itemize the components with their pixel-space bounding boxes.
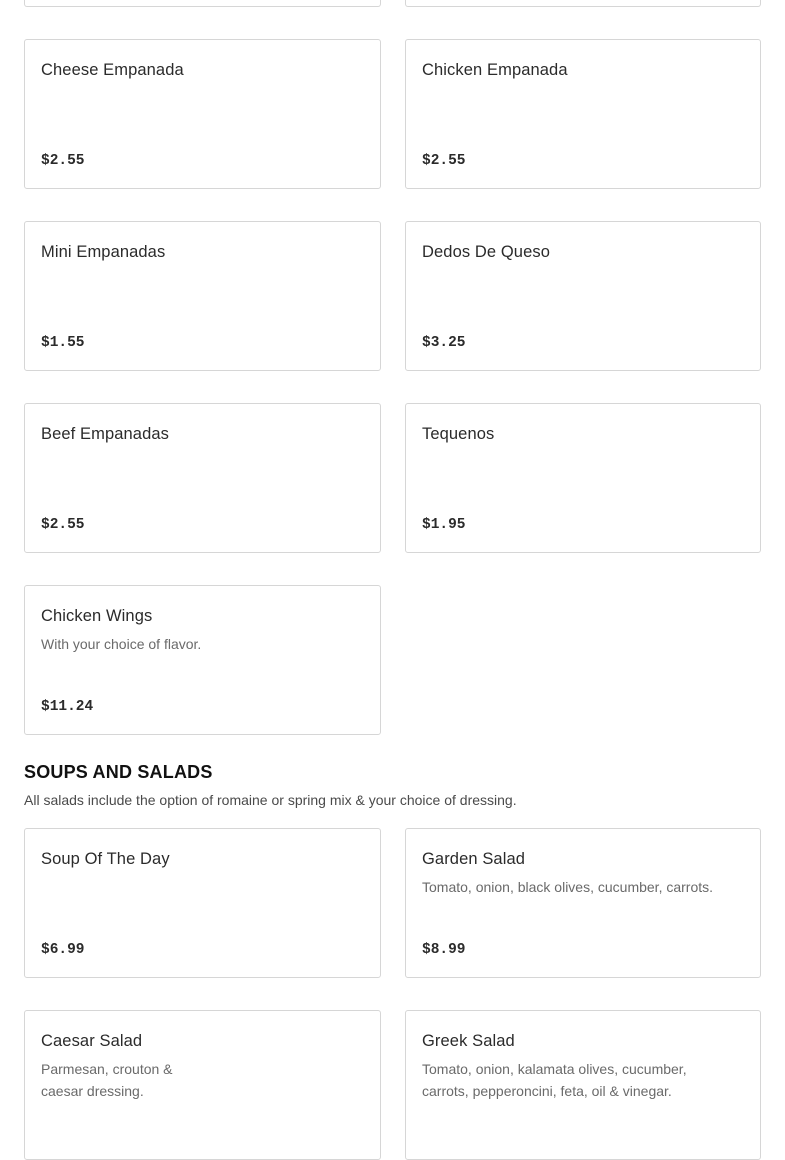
- menu-item-name: Greek Salad: [422, 1032, 515, 1050]
- menu-item-card[interactable]: [24, 585, 381, 735]
- menu-item-name: Tequenos: [422, 425, 495, 443]
- menu-item-description: With your choice of flavor.: [41, 636, 202, 652]
- menu-item-description: Tomato, onion, black olives, cucumber, carrots.: [422, 879, 714, 895]
- menu-item-card-partial[interactable]: [405, 0, 761, 7]
- menu-item-card[interactable]: [24, 828, 381, 978]
- menu-item-card-partial[interactable]: [24, 0, 381, 7]
- menu-item-price: $3.25: [422, 335, 466, 351]
- menu-item-price: $11.24: [41, 699, 94, 715]
- menu-item-card[interactable]: [24, 1010, 381, 1160]
- menu-item-name: Chicken Empanada: [422, 61, 568, 79]
- menu-item-price: $2.55: [41, 153, 85, 169]
- appetizers-grid: [24, 39, 761, 735]
- menu-item-card[interactable]: [405, 39, 761, 189]
- menu-item-name: Caesar Salad: [41, 1032, 143, 1050]
- menu-item-name: Soup Of The Day: [41, 850, 170, 868]
- menu-item-card[interactable]: [24, 403, 381, 553]
- soups-salads-section-header: [24, 761, 761, 810]
- menu-item-name: Garden Salad: [422, 850, 526, 868]
- menu-item-name: Beef Empanadas: [41, 425, 169, 443]
- menu-item-name: Mini Empanadas: [41, 243, 166, 261]
- menu-item-price: $2.55: [422, 153, 466, 169]
- menu-item-price: $8.99: [422, 942, 466, 958]
- menu-item-card[interactable]: [24, 221, 381, 371]
- menu-item-price: $1.95: [422, 517, 466, 533]
- soups-salads-grid: [24, 828, 761, 1160]
- section-title: SOUPS AND SALADS: [24, 762, 213, 782]
- menu-item-card[interactable]: [405, 828, 761, 978]
- menu-item-name: Chicken Wings: [41, 607, 153, 625]
- menu-item-name: Dedos De Queso: [422, 243, 550, 261]
- section-subtitle: All salads include the option of romaine or spring mix & your choice of dressing.: [24, 792, 517, 808]
- menu-item-card[interactable]: [405, 403, 761, 553]
- previous-items-row: [24, 0, 761, 7]
- menu-item-card[interactable]: [405, 1010, 761, 1160]
- menu-item-card[interactable]: [24, 39, 381, 189]
- menu-item-description: Parmesan, crouton & caesar dressing.: [41, 1061, 173, 1099]
- menu-item-price: $6.99: [41, 942, 85, 958]
- menu-item-card[interactable]: [405, 221, 761, 371]
- menu-item-description: Tomato, onion, kalamata olives, cucumber, carrots, pepperoncini, feta, oil & vinegar.: [422, 1061, 687, 1099]
- menu-item-price: $1.55: [41, 335, 85, 351]
- menu-item-name: Cheese Empanada: [41, 61, 184, 79]
- menu-item-price: $2.55: [41, 517, 85, 533]
